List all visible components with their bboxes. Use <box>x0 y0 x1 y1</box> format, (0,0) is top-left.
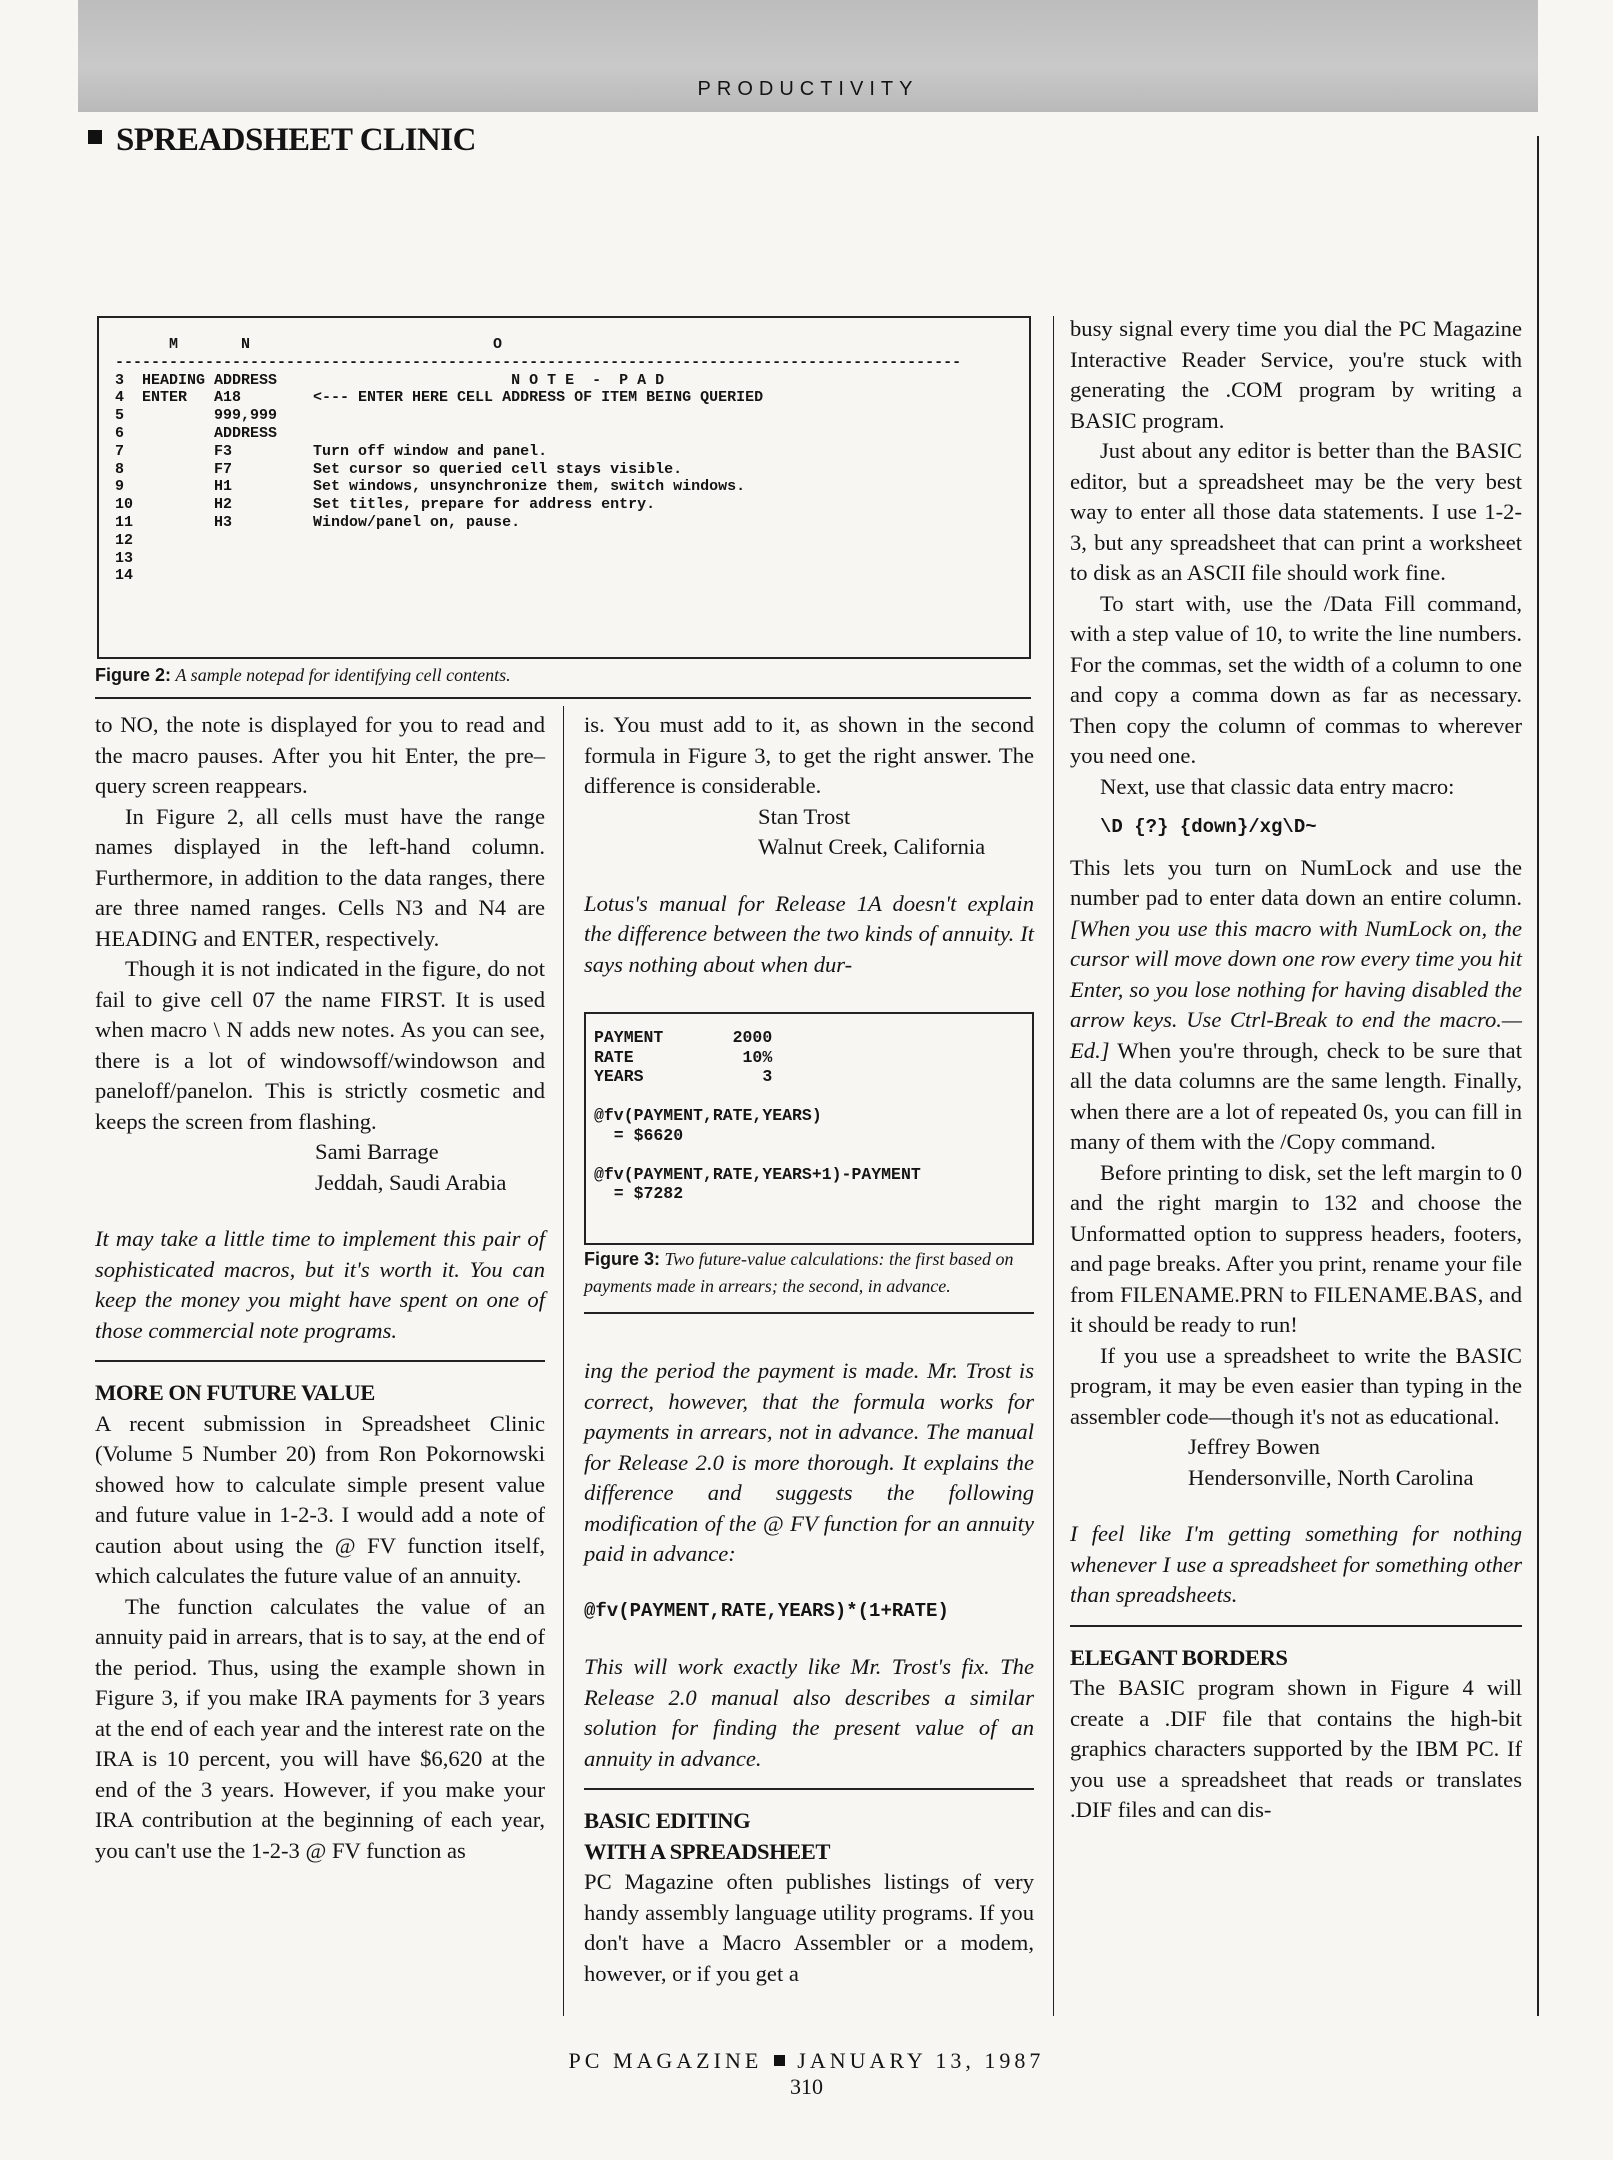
column-rule-right <box>1537 136 1539 2016</box>
signature-name: Stan Trost <box>758 803 851 829</box>
page-footer <box>0 2048 1613 2074</box>
spacer <box>584 1626 1034 1652</box>
section-heading: BASIC EDITING <box>584 1808 751 1833</box>
paragraph: to NO, the note is displayed for you to read and the macro pauses. After you hit Enter, the pre–query screen reappears. <box>95 712 545 798</box>
paragraph: Before printing to disk, set the left margin to 0 and the right margin to 132 and choose the Unformatted option to suppress headers, footers, and page breaks. After you print, rename your file from FILENAME.PRN to FILENAME.BAS, and it should be ready to run! <box>1070 1159 1522 1337</box>
figure-2-code: M N O ---------------------------------------------------------------------------------------------- 3 HEADING ADDRESS N O T E - P A D 4 ENTER A18 <--- ENTER HERE CELL ADDRESS OF ITEM BEING QUERIED 5 999,999 6 ADDRESS 7 F3 Turn off window and panel. 8 F7 Set cursor so queried cell stays visible. 9 H1 Set windows, unsynchronize them, switch windows. 10 H2 Set titles, prepare for address entry. 11 H3 Window/panel on, pause. 12 13 14 <box>115 336 962 585</box>
page-number: 310 <box>790 2074 823 2099</box>
paragraph: busy signal every time you dial the PC Magazine Interactive Reader Service, you're stuck with generating the .COM program by writing a BASIC program. <box>1070 316 1522 433</box>
macro-line: \D {?} {down}/xg\D~ <box>1100 816 1317 838</box>
signature-name: Jeffrey Bowen <box>1188 1434 1320 1459</box>
column-2-top <box>584 710 1034 980</box>
signature-place: Walnut Creek, California <box>758 834 986 859</box>
spacer <box>95 1198 545 1224</box>
page-title-text: SPREADSHEET CLINIC <box>116 122 476 158</box>
figure-3-listing <box>584 1012 1034 1245</box>
signature-name: Sami Barrage <box>315 1139 439 1164</box>
paragraph: is. You must add to it, as shown in the second formula in Figure 3, to get the right answer. The difference is considerable. <box>584 712 1034 798</box>
footer-date: JANUARY 13, 1987 <box>797 2048 1045 2073</box>
section-label: PRODUCTIVITY <box>697 78 919 100</box>
spacer <box>1070 843 1522 853</box>
footer-bullet-icon <box>774 2055 785 2066</box>
title-bullet-icon <box>88 130 102 144</box>
paragraph: A recent submission in Spreadsheet Clinic (Volume 5 Number 20) from Ron Pokornowski showed how to calculate simple present value and future value in 1-2-3. I would add a note of caution about using the @ FV function itself, which calculates the future value of an annuity. <box>95 1410 545 1588</box>
figure-2-caption <box>95 662 1031 699</box>
spacer <box>584 1570 1034 1596</box>
header-band <box>78 0 1538 112</box>
section-heading: ELEGANT BORDERS <box>1070 1644 1288 1670</box>
signature-place: Hendersonville, North Carolina <box>1188 1464 1474 1490</box>
column-3 <box>1070 314 1522 1826</box>
paragraph: In Figure 2, all cells must have the range names displayed in the left-hand column. Furthermore, in addition to the data ranges, there are three named ranges. Cells N3 and N4 are HEADING and ENTER, respectively. <box>95 803 545 951</box>
paragraph: Though it is not indicated in the figure, do not fail to give cell 07 the name FIRST. It is used when macro \ N adds new notes. As you can see, there is a lot of windowsoff/windowson and paneloff/panelon. This is strictly cosmetic and keeps the screen from flashing. <box>95 956 545 1134</box>
editor-note-inline: [When you use this macro with NumLock on, the cursor will move down one row every time you hit Enter, so you lose nothing for having disabled the arrow keys. Use Ctrl-Break to end the macro.—Ed.] <box>1070 915 1522 1063</box>
column-1 <box>95 710 545 1866</box>
figure-2-listing <box>97 316 1031 659</box>
paragraph: PC Magazine often publishes listings of very handy assembly language utility programs. If you don't have a Macro Assembler or a modem, however, or if you get a <box>584 1869 1034 1986</box>
divider <box>1070 1625 1522 1627</box>
section-heading: WITH A SPREADSHEET <box>584 1838 830 1864</box>
spacer <box>1070 1493 1522 1519</box>
figure-3-caption <box>584 1246 1034 1314</box>
figure-3-code: PAYMENT 2000 RATE 10% YEARS 3 @fv(PAYMENT,RATE,YEARS) = $6620 @fv(PAYMENT,RATE,YEARS+1)-PAYMENT = $7282 <box>594 1028 921 1203</box>
spacer <box>584 863 1034 889</box>
paragraph: Just about any editor is better than the BASIC editor, but a spreadsheet may be the very best way to enter all those data statements. I use 1-2-3, but any spreadsheet that can print a worksheet to disk as an ASCII file should work fine. <box>1070 438 1522 585</box>
paragraph <box>1070 853 1522 1158</box>
section-heading: MORE ON FUTURE VALUE <box>95 1380 375 1405</box>
figure-2-caption-text: A sample notepad for identifying cell contents. <box>175 665 511 685</box>
figure-2-label: Figure 2: <box>95 665 172 685</box>
footer-magazine: PC MAGAZINE <box>568 2048 763 2073</box>
editor-note: ing the period the payment is made. Mr. Trost is correct, however, that the formula works for payments in arrears, not in advance. The manual for Release 2.0 is more thorough. It explains the difference and suggests the following modification of the @ FV function for an annuity paid in advance: <box>584 1358 1034 1566</box>
paragraph: The function calculates the value of an annuity paid in arrears, that is to say, at the end of the period. Thus, using the example shown in Figure 3, if you make IRA payments for 3 years at the end of each year and the interest rate on the IRA is 10 percent, you will have $6,620 at the end of the 3 years. However, if you make your IRA contribution at the beginning of each year, you can't use the 1-2-3 @ FV function as <box>95 1593 545 1863</box>
figure-3-label: Figure 3: <box>584 1249 661 1269</box>
editor-note: I feel like I'm getting something for nothing whenever I use a spreadsheet for something other than spreadsheets. <box>1070 1521 1522 1607</box>
paragraph: To start with, use the /Data Fill command, with a step value of 10, to write the line numbers. For the commas, set the width of a column to one and copy a comma down as far as necessary. Then copy the column of commas to wherever you need one. <box>1070 590 1522 768</box>
paragraph-text: This lets you turn on NumLock and use the number pad to enter data down an entire column. <box>1070 854 1522 910</box>
paragraph-text: When you're through, check to be sure that all the data columns are the same length. Finally, when there are a lot of repeated 0s, you can fill in many of them with the /Copy command. <box>1070 1037 1522 1154</box>
editor-note: Lotus's manual for Release 1A doesn't explain the difference between the two kinds of annuity. It says nothing about when dur- <box>584 890 1034 977</box>
code-line: @fv(PAYMENT,RATE,YEARS)*(1+RATE) <box>584 1599 949 1622</box>
figure-3-caption-text: Two future-value calculations: the first based on payments made in arrears; the second, in advance. <box>584 1249 1014 1296</box>
paragraph: Next, use that classic data entry macro: <box>1100 773 1455 799</box>
divider <box>95 1360 545 1362</box>
column-2-bottom <box>584 1356 1034 1989</box>
editor-note: This will work exactly like Mr. Trost's fix. The Release 2.0 manual also describes a similar solution for finding the present value of an annuity in advance. <box>584 1654 1034 1771</box>
column-rule-mid <box>563 706 564 2016</box>
divider <box>584 1788 1034 1790</box>
paragraph: The BASIC program shown in Figure 4 will create a .DIF file that contains the high-bit graphics characters supported by the IBM PC. If you use a spreadsheet that reads or translates .DIF files and can dis- <box>1070 1675 1522 1822</box>
column-rule-left <box>1053 316 1054 2016</box>
page-title <box>88 122 476 159</box>
editor-note: It may take a little time to implement this pair of sophisticated macros, but it's worth it. You can keep the money you might have spent on one of those commercial note programs. <box>95 1226 545 1343</box>
spacer <box>1070 802 1522 812</box>
signature-place: Jeddah, Saudi Arabia <box>315 1169 507 1195</box>
paragraph: If you use a spreadsheet to write the BASIC program, it may be even easier than typing in the assembler code—though it's not as educational. <box>1070 1342 1522 1429</box>
